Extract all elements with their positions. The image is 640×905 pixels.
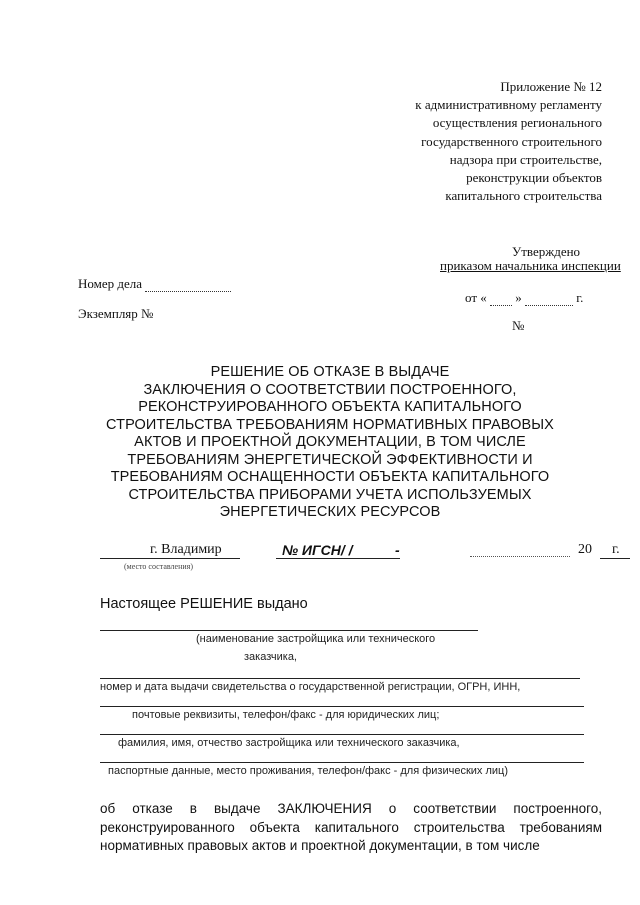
caption-developer-name-2: заказчика,	[244, 651, 297, 663]
title-line: РЕКОНСТРУИРОВАННОГО ОБЪЕКТА КАПИТАЛЬНОГО	[138, 399, 522, 415]
fill-line-passport	[100, 762, 584, 763]
fill-line-registration	[100, 678, 580, 679]
fill-line-developer	[100, 630, 478, 631]
year-suffix: г.	[612, 542, 620, 557]
decision-body-text: об отказе в выдаче ЗАКЛЮЧЕНИЯ о соответствии построенного, реконструированного объекта капитального строительства требованиям нормативных правовых актов и проектной документации, в том числе	[100, 801, 602, 853]
case-number-line	[78, 276, 231, 292]
place-city: г. Владимир	[150, 542, 222, 557]
title-line: СТРОИТЕЛЬСТВА ПРИБОРАМИ УЧЕТА ИСПОЛЬЗУЕМЫХ	[128, 486, 532, 503]
appendix-line: реконструкции объектов	[466, 170, 602, 186]
date-blank	[470, 556, 570, 557]
place-underline	[100, 558, 240, 559]
appendix-line: капитального строительства	[445, 188, 602, 204]
appendix-line: Приложение № 12	[500, 79, 602, 94]
month-blank	[525, 293, 573, 306]
approval-number-sign: №	[512, 318, 525, 333]
appendix-block	[342, 78, 602, 205]
document-number: № ИГСН/ /	[282, 542, 353, 558]
appendix-line: к административному регламенту	[415, 97, 602, 113]
title-line: ТРЕБОВАНИЯМ ЭНЕРГЕТИЧЕСКОЙ ЭФФЕКТИВНОСТИ И	[127, 451, 533, 468]
title-line: ТРЕБОВАНИЯМ ОСНАЩЕННОСТИ ОБЪЕКТА КАПИТАЛЬНОГО	[110, 469, 550, 485]
copy-number-line	[78, 306, 153, 322]
title-line: ЗАКЛЮЧЕНИЯ О СООТВЕТСТВИИ ПОСТРОЕННОГО,	[143, 381, 517, 398]
from-mid: »	[515, 290, 522, 305]
title-line: ЭНЕРГЕТИЧЕСКИХ РЕСУРСОВ	[219, 504, 441, 520]
caption-postal: почтовые реквизиты, телефон/факс - для юридических лиц;	[132, 709, 440, 721]
fill-line-fullname	[100, 734, 584, 735]
document-number-dash: -	[395, 542, 400, 558]
title-line: АКТОВ И ПРОЕКТНОЙ ДОКУМЕНТАЦИИ, В ТОМ ЧИСЛЕ	[134, 434, 526, 450]
document-title	[95, 364, 565, 522]
caption-passport: паспортные данные, место проживания, телефон/факс - для физических лиц)	[108, 765, 509, 777]
case-number-blank	[145, 279, 231, 292]
caption-registration: номер и дата выдачи свидетельства о государственной регистрации, ОГРН, ИНН,	[100, 681, 521, 693]
approved-order: приказом начальника инспекции	[440, 258, 621, 273]
appendix-line: надзора при строительстве,	[449, 151, 602, 167]
title-line: РЕШЕНИЕ ОБ ОТКАЗЕ В ВЫДАЧЕ	[210, 364, 450, 380]
appendix-line: осуществления регионального	[432, 115, 602, 131]
approved-label: Утверждено	[512, 244, 581, 259]
year-suffix: г.	[576, 290, 584, 305]
fill-line-postal	[100, 706, 584, 707]
document-number-underline	[276, 558, 400, 559]
year-underline	[600, 558, 630, 559]
appendix-line: государственного строительного	[421, 133, 602, 149]
issued-label: Настоящее РЕШЕНИЕ выдано	[100, 596, 308, 612]
case-number-label: Номер дела	[78, 276, 143, 291]
day-blank	[490, 293, 512, 306]
caption-developer-name-1: (наименование застройщика или технического	[196, 633, 436, 645]
title-line: СТРОИТЕЛЬСТВА ТРЕБОВАНИЯМ НОРМАТИВНЫХ ПРАВОВЫХ	[106, 416, 554, 433]
approval-date-line	[465, 290, 583, 306]
copy-number-label: Экземпляр №	[78, 306, 154, 321]
caption-fullname: фамилия, имя, отчество застройщика или технического заказчика,	[118, 737, 460, 749]
from-prefix: от «	[465, 290, 487, 305]
place-caption: (место составления)	[124, 562, 193, 571]
year-prefix: 20	[578, 542, 592, 557]
